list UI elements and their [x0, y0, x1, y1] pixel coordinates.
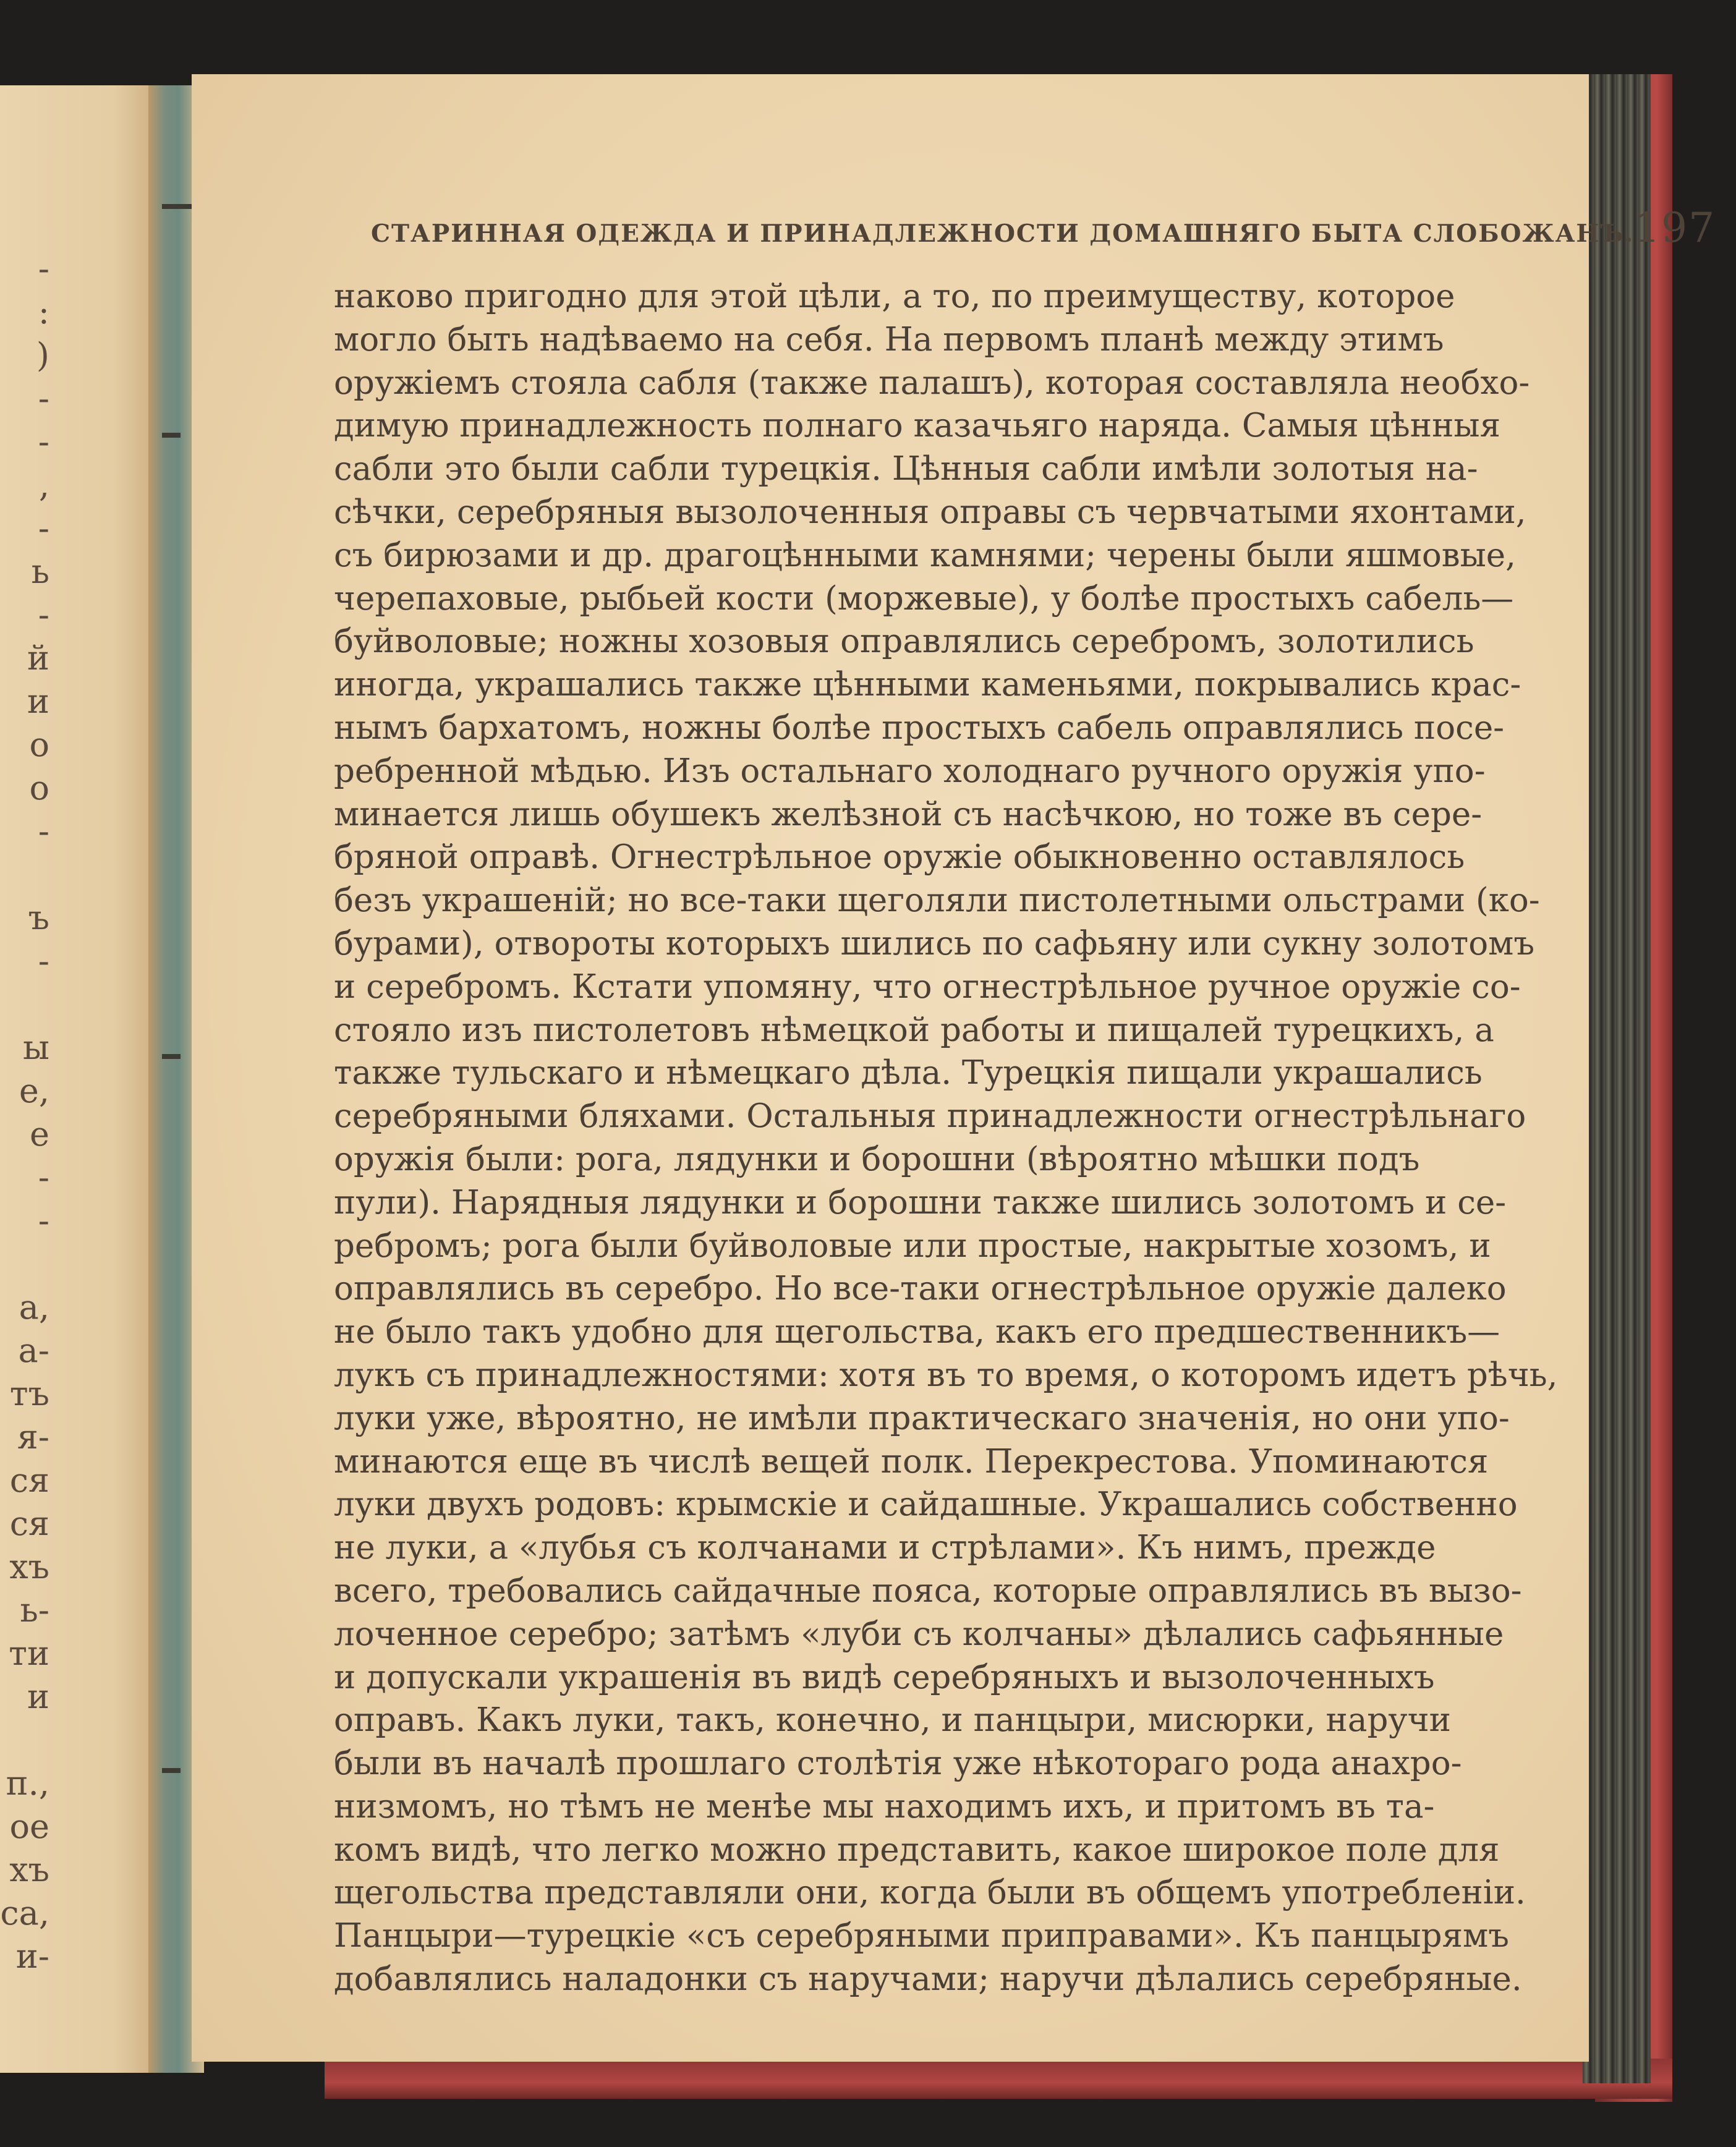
text-line: ребренной мѣдью. Изъ остальнаго холоднаго ручного оружія упо-: [334, 752, 1486, 790]
gutter-thread-mark: [162, 204, 192, 209]
text-line: пули). Нарядныя лядунки и борошни также шились золотомъ и се-: [334, 1183, 1507, 1222]
gutter-thread-mark: [162, 1054, 181, 1059]
text-line: всего, требовались сайдачные пояса, которые оправлялись въ вызо-: [334, 1571, 1522, 1610]
text-line: оправъ. Какъ луки, такъ, конечно, и панцыри, мисюрки, наручи: [334, 1701, 1451, 1740]
text-line: были въ началѣ прошлаго столѣтія уже нѣкотораго рода анахро-: [334, 1745, 1462, 1783]
text-line: бряной оправѣ. Огнестрѣльное оружіе обыкновенно оставлялось: [334, 838, 1465, 877]
text-line: нымъ бархатомъ, ножны болѣе простыхъ сабель оправлялись посе-: [334, 708, 1505, 747]
text-line: черепаховые, рыбьей кости (моржевые), у болѣе простыхъ сабель—: [334, 579, 1514, 618]
text-line: и допускали украшенія въ видѣ серебряныхъ и вызолоченныхъ: [334, 1658, 1435, 1696]
page-edges-stack: [1583, 74, 1651, 2083]
text-line: безъ украшеній; но все-таки щеголяли пистолетными ольстрами (ко-: [334, 882, 1540, 920]
running-header: [371, 204, 1716, 252]
text-line: оправлялись въ серебро. Но все-таки огнестрѣльное оружіе далеко: [334, 1270, 1507, 1308]
text-line: буйволовые; ножны хозовыя оправлялись серебромъ, золотились: [334, 623, 1474, 661]
text-line: наково пригодно для этой цѣли, а то, по преимуществу, которое: [334, 278, 1455, 315]
text-line: ребромъ; рога были буйволовые или простые, накрытые хозомъ, и: [334, 1227, 1491, 1265]
text-line: сѣчки, серебряныя вызолоченныя оправы съ червчатыми яхонтами,: [334, 493, 1526, 531]
gutter-thread-mark: [162, 433, 181, 438]
text-line: щегольства представляли они, когда были въ общемъ употребленіи.: [334, 1874, 1526, 1912]
body-text: [334, 275, 1558, 2001]
text-line: Панцыри—турецкіе «съ серебряными приправами». Къ панцырямъ: [334, 1917, 1509, 1955]
book-cover-edge-bottom: [325, 2059, 1672, 2099]
gutter-thread-mark: [162, 1768, 181, 1773]
text-line: и серебромъ. Кстати упомяну, что огнестрѣльное ручное оружіе со-: [334, 967, 1521, 1006]
text-line: иногда, украшались также цѣнными каменьями, покрывались крас-: [334, 666, 1521, 704]
text-line: стояло изъ пистолетовъ нѣмецкой работы и пищалей турецкихъ, а: [334, 1011, 1494, 1049]
text-line: бурами), отвороты которыхъ шились по сафьяну или сукну золотомъ: [334, 924, 1535, 963]
text-line: сабли это были сабли турецкія. Цѣнныя сабли имѣли золотыя на-: [334, 450, 1478, 488]
text-line: луки уже, вѣроятно, не имѣли практическаго значенія, но они упо-: [334, 1399, 1510, 1437]
text-line: также тульскаго и нѣмецкаго дѣла. Турецкія пищали украшались: [334, 1054, 1483, 1092]
running-title: СТАРИННАЯ ОДЕЖДА И ПРИНАДЛЕЖНОСТИ ДОМАШНЯГО БЫТА СЛОБОЖАНЪ.: [371, 219, 1635, 248]
text-line: оружія были: рога, лядунки и борошни (вѣроятно мѣшки подъ: [334, 1140, 1420, 1178]
text-line: не было такъ удобно для щегольства, какъ его предшественникъ—: [334, 1313, 1500, 1351]
text-line: минается лишь обушекъ желѣзной съ насѣчкою, но тоже въ сере-: [334, 795, 1483, 833]
text-line: минаются еще въ числѣ вещей полк. Перекрестова. Упоминаются: [334, 1442, 1489, 1481]
text-line: лукъ съ принадлежностями: хотя въ то время, о которомъ идетъ рѣчь,: [334, 1356, 1558, 1394]
text-line: могло быть надѣваемо на себя. На первомъ планѣ между этимъ: [334, 320, 1444, 359]
text-line: серебряными бляхами. Остальныя принадлежности огнестрѣльнаго: [334, 1097, 1526, 1136]
text-line: не луки, а «лубья съ колчанами и стрѣлами». Къ нимъ, прежде: [334, 1529, 1436, 1567]
text-line: луки двухъ родовъ: крымскіе и сайдашные. Украшались собственно: [334, 1486, 1518, 1524]
text-line: низмомъ, но тѣмъ не менѣе мы находимъ ихъ, и притомъ въ та-: [334, 1787, 1435, 1826]
text-line: съ бирюзами и др. драгоцѣнными камнями; черены были яшмовые,: [334, 536, 1517, 574]
text-line: оружіемъ стояла сабля (также палашъ), которая составляла необхо-: [334, 364, 1530, 402]
text-line: комъ видѣ, что легко можно представить, какое широкое поле для: [334, 1830, 1500, 1869]
text-line: добавлялись наладонки съ наручами; наручи дѣлались серебряные.: [334, 1960, 1522, 1999]
text-line: димую принадлежность полнаго казачьяго наряда. Самыя цѣнныя: [334, 407, 1501, 445]
left-page-line-endings: - : ) - - , - ь - й и о о - ъ - ы е, е - - а, а- тъ я- ся ся хъ ь- ти и п., ое хъ са, и-: [0, 249, 49, 1976]
text-line: лоченное серебро; затѣмъ «луби съ колчаны» дѣлались сафьянные: [334, 1615, 1504, 1653]
page-number: 197: [1634, 204, 1716, 252]
